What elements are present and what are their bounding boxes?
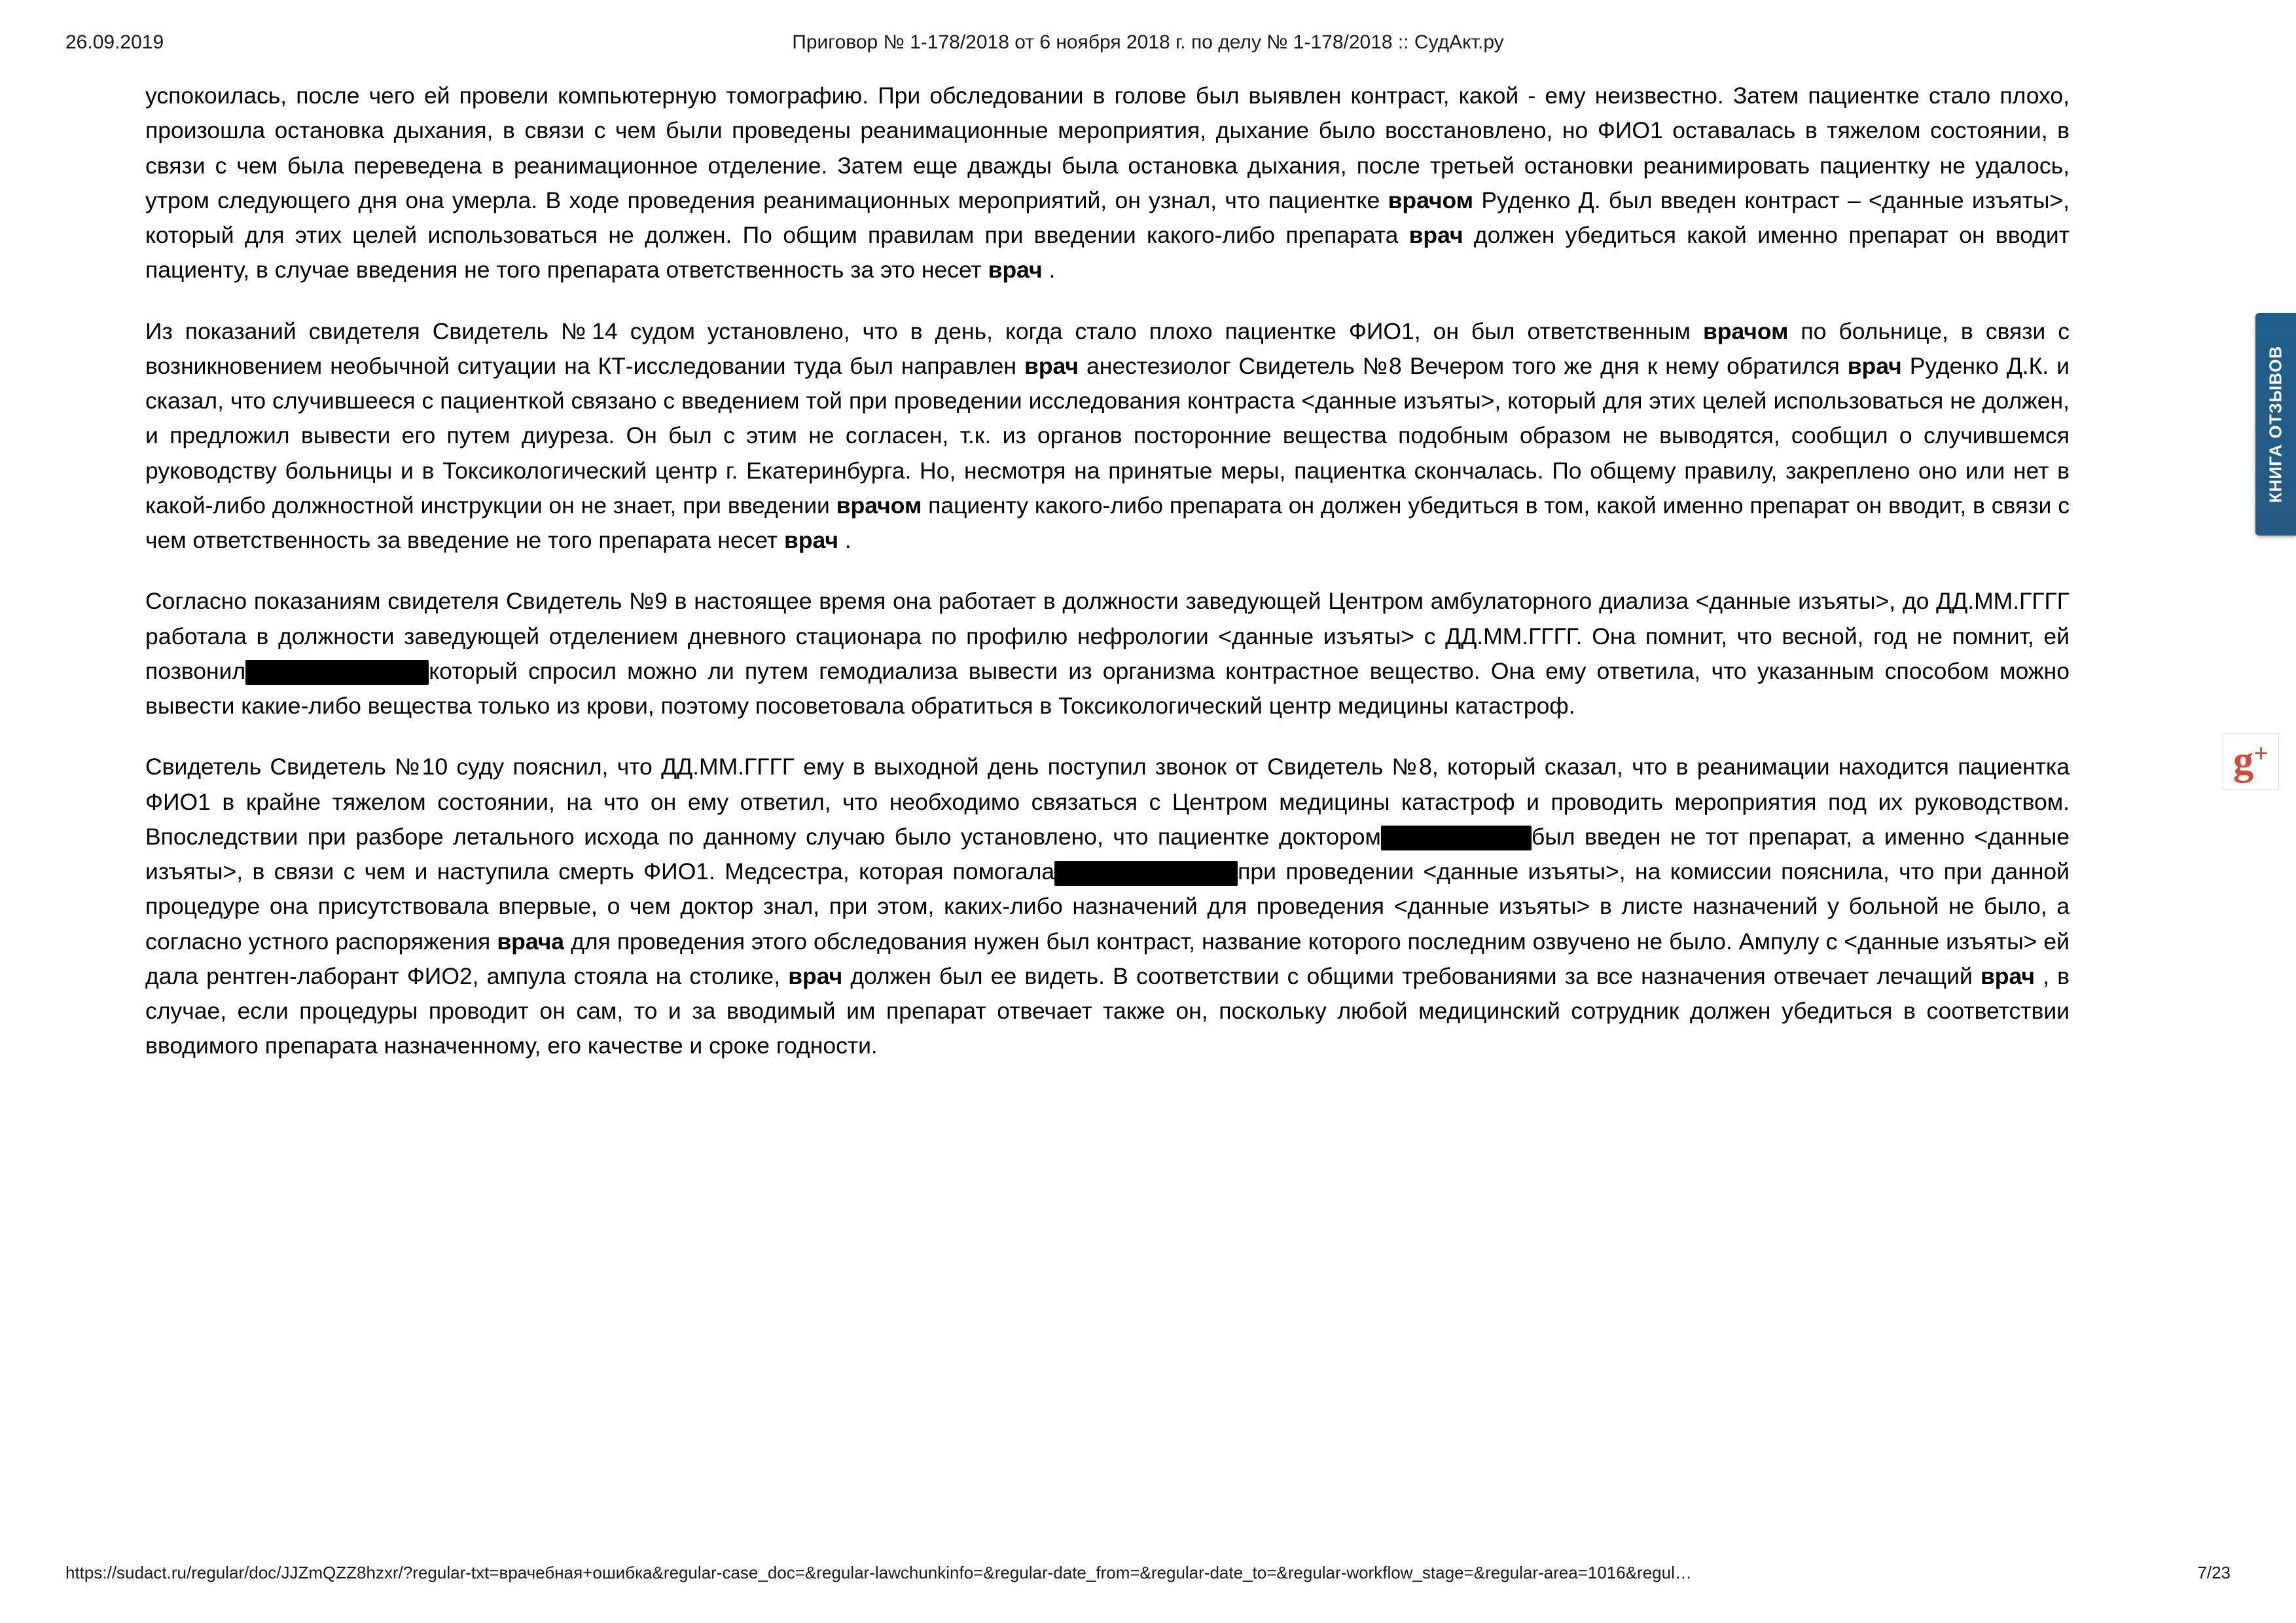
highlighted-term: врач <box>1024 352 1079 379</box>
highlighted-term: врача <box>497 928 565 955</box>
highlighted-term: врач <box>1408 222 1463 248</box>
highlighted-term: врач <box>1847 352 1902 379</box>
highlighted-term: врачом <box>1388 187 1474 213</box>
paragraph: Свидетель Свидетель №10 суду пояснил, что ДД.ММ.ГГГГ ему в выходной день поступил звонок от Свидетель №8, который сказал, что в реанимации находится пациентка ФИО1 в крайне тяжелом состоянии, на что он ему ответил, что необходимо связаться с Центром медицины катастроф и проводить мероприятия под их руководством. Впоследствии при разборе летального исхода по данному случаю было установлено, что пациентке доктором был введен не тот препарат, а именно <данные изъяты>, в связи с чем и наступила смерть ФИО1. Медсестра, которая помогала при проведении <данные изъяты>, на комиссии пояснила, что при данной процедуре она присутствовала впервые, о чем доктор знал, при этом, каких-либо назначений для проведения <данные изъяты> в листе назначений у больной не было, а согласно устного распоряжения врача для проведения этого обследования нужен был контраст, название которого последним озвучено не было. Ампулу с <данные изъяты> ей дала рентген-лаборант ФИО2, ампула стояла на столике, врач должен был ее видеть. В соответствии с общими требованиями за все назначения отвечает лечащий врач , в случае, если процедуры проводит он сам, то и за вводимый им препарат отвечает также он, поскольку любой медицинский сотрудник должен убедиться в соответствии вводимого препарата назначенному, его качестве и сроке годности. <box>145 754 2070 1059</box>
google-plus-share-icon[interactable] <box>2223 733 2279 790</box>
highlighted-term: врач <box>784 527 839 553</box>
highlighted-term: врачом <box>836 492 922 519</box>
redacted-text <box>1054 861 1238 886</box>
feedback-book-tab[interactable] <box>2255 313 2296 536</box>
paragraph: Согласно показаниям свидетеля Свидетель №9 в настоящее время она работает в должности заведующей Центром амбулаторного диализа <данные изъяты>, до ДД.ММ.ГГГГ работала в должности заведующей отделением дневного стационара по профилю нефрологии <данные изъяты> с ДД.ММ.ГГГГ. Она помнит, что весной, год не помнит, ей позвонил который спросил можно ли путем гемодиализа вывести из организма контрастное вещество. Она ему ответила, что указанным способом можно вывести какие-либо вещества только из крови, поэтому посоветовала обратиться в Токсикологический центр медицины катастроф. <box>145 588 2070 719</box>
highlighted-term: врач <box>788 962 843 989</box>
print-date: 26.09.2019 <box>65 31 164 53</box>
print-header <box>0 31 2296 58</box>
print-footer <box>0 1563 2296 1589</box>
feedback-book-label: КНИГА ОТЗЫВОВ <box>2265 345 2286 503</box>
google-plus-letter: g <box>2233 739 2254 783</box>
highlighted-term: врачом <box>1702 318 1789 344</box>
redacted-text <box>1381 826 1532 850</box>
document-body <box>145 79 2070 1064</box>
highlighted-term: врач <box>988 257 1043 283</box>
document-title: Приговор № 1-178/2018 от 6 ноября 2018 г. по делу № 1-178/2018 :: СудАкт.ру <box>792 31 1504 53</box>
paragraph: успокоилась, после чего ей провели компьютерную томографию. При обследовании в голове был выявлен контраст, какой - ему неизвестно. Затем пациентке стало плохо, произошла остановка дыхания, в связи с чем были проведены реанимационные мероприятия, дыхание было восстановлено, но ФИО1 оставалась в тяжелом состоянии, в связи с чем была переведена в реанимационное отделение. Затем еще дважды была остановка дыхания, после третьей остановки реанимировать пациентку не удалось, утром следующего дня она умерла. В ходе проведения реанимационных мероприятий, он узнал, что пациентке врачом Руденко Д. был введен контраст – <данные изъяты>, который для этих целей использоваться не должен. По общим правилам при введении какого-либо препарата врач должен убедиться какой именно препарат он вводит пациенту, в случае введения не того препарата ответственность за это несет врач . <box>145 82 2070 283</box>
highlighted-term: врач <box>1980 962 2035 989</box>
page-number: 7/23 <box>2197 1563 2231 1582</box>
source-url: https://sudact.ru/regular/doc/JJZmQZZ8hzxr/?regular-txt=врачебная+ошибка&regular-case_doc=&regular-lawchunkinfo=&regular-date_from=&regular-date_to=&regular-workflow_stage=&regular-area=1016&regul… <box>65 1563 1692 1582</box>
redacted-text <box>245 660 429 685</box>
paragraph: Из показаний свидетеля Свидетель №14 судом установлено, что в день, когда стало плохо пациентке ФИО1, он был ответственным врачом по больнице, в связи с возникновением необычной ситуации на КТ-исследовании туда был направлен врач анестезиолог Свидетель №8 Вечером того же дня к нему обратился врач Руденко Д.К. и сказал, что случившееся с пациенткой связано с введением той при проведении исследования контраста <данные изъяты>, который для этих целей использоваться не должен, и предложил вывести его путем диуреза. Он был с этим не согласен, т.к. из органов посторонние вещества подобным образом не выводятся, сообщил о случившемся руководству больницы и в Токсикологический центр г. Екатеринбурга. Но, несмотря на принятые меры, пациентка скончалась. По общему правилу, закреплено оно или нет в какой-либо должностной инструкции он не знает, при введении врачом пациенту какого-либо препарата он должен убедиться в том, какой именно препарат он вводит, в связи с чем ответственность за введение не того препарата несет врач . <box>145 318 2070 553</box>
google-plus-plus: + <box>2253 739 2269 768</box>
